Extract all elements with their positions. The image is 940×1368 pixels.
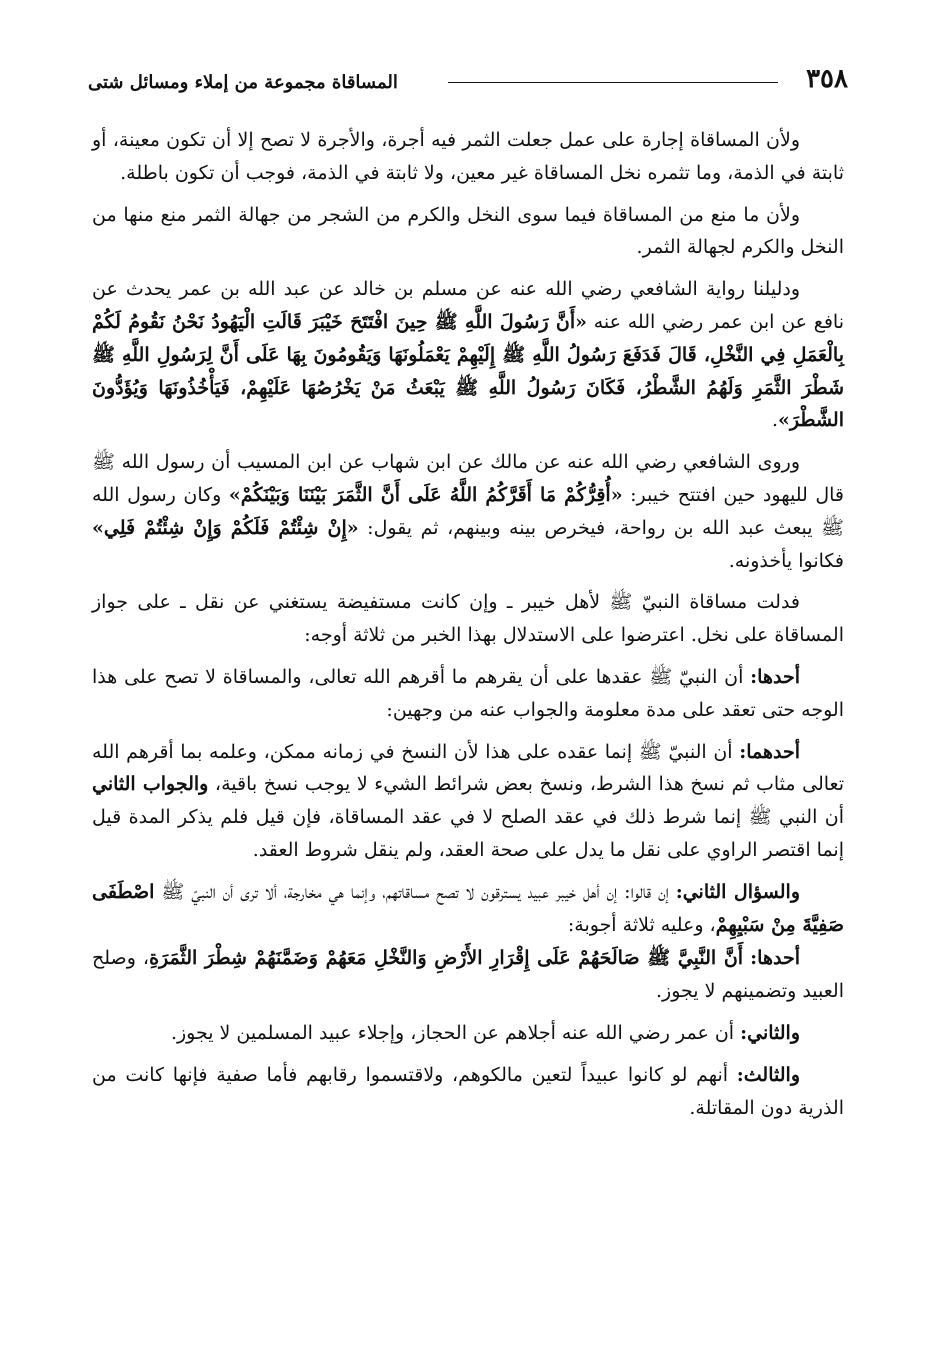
hadith-quote: «أُقِرُّكُمْ مَا أَقَرَّكُمُ اللَّهُ عَلَى أَنَّ الثَّمَرَ بَيْنَنَا وَبَيْنَكُمْ» [228, 483, 623, 506]
paragraph-text: ولأن ما منع من المساقاة فيما سوى النخل والكرم من الشجر من جهالة الثمر منع منها من النخل والكرم لجهالة الثمر. [92, 203, 844, 259]
paragraph-lead: أحدهما: [739, 740, 800, 763]
paragraph-text-end: فكانوا يأخذونه. [728, 549, 844, 572]
paragraph-8 [92, 876, 844, 942]
hadith-quote: «أَنَّ رَسُولَ اللَّهِ ﷺ حِينَ افْتَتَحَ خَيْبَرَ قَالَتِ الْيَهُودُ نَحْنُ نَقُومُ لَكُمْ بِالْعَمَلِ فِي النَّخْلِ، قَالَ فَدَفَعَ رَسُولُ اللَّهِ ﷺ إِلَيْهِمْ يَعْمَلُونَهَا وَيَقُومُونَ بِهَا عَلَى أَنَّ لِرَسُولِ اللَّهِ ﷺ شَطْرَ الثَّمَرِ وَلَهُمُ الشَّطْرُ، فَكَانَ رَسُولُ اللَّهِ ﷺ يَبْعَثُ مَنْ يَخْرُصُهَا عَلَيْهِمْ، فَيَأْخُذُونَهَا وَيُؤَدُّونَ الشَّطْرَ» [92, 310, 844, 432]
hadith-quote: اصْطَفَى صَفِيَّةَ مِنْ سَبْيِهِمْ [92, 880, 844, 936]
paragraph-text: ودليلنا رواية الشافعي رضي الله عنه عن مسلم بن خالد عن عبد الله بن عمر يحدث عن نافع عن ابن عمر رضي الله عنه [92, 278, 844, 333]
hadith-quote-2: «إِنْ شِئْتُمْ فَلَكُمْ وَإِنْ شِئْتُمْ فَلِي» [92, 516, 359, 539]
paragraph-text: فدلت مساقاة النبيّ ﷺ لأهل خيبر ـ وإن كانت مستفيضة يستغني عن نقل ـ على جواز المساقاة على نخل. اعترضوا على الاستدلال بهذا الخبر من ثلاثة أوجه: [92, 591, 844, 647]
paragraph-3 [92, 273, 844, 437]
paragraph-text: أن النبيّ ﷺ إنما عقده على هذا لأن النسخ في زمانه ممكن، وعلمه بما أقرهم الله تعالى مثاب ثم نسخ هذا الشرط، ونسخ بعض شرائط الشيء لا يوجب نسخ باقية، [92, 740, 844, 796]
paragraph-1 [92, 124, 844, 190]
paragraph-lead: والسؤال الثاني: [675, 880, 800, 903]
paragraph-text-end: ، وصلح العبيد وتضمينهم لا يجوز. [92, 947, 844, 1003]
hadith-quote: أَنَّ النَّبِيَّ ﷺ صَالَحَهُمْ عَلَى إِقْرَارِ الأَرْضِ وَالنَّخْلِ مَعَهُمْ وَضَمَّنَهُمْ شِطْرَ الثَّمَرَةِ [149, 947, 744, 970]
paragraph-lead: أحدها: [750, 947, 800, 970]
paragraph-9 [92, 942, 844, 1008]
paragraph-text: أن النبيّ ﷺ عقدها على أن يقرهم ما أقرهم الله تعالى، والمساقاة لا تصح على هذا الوجه حتى تعقد على مدة معلومة والجواب عنه من وجهين: [92, 665, 844, 721]
running-header [88, 62, 848, 102]
paragraph-2 [92, 199, 844, 265]
paragraph-lead: أحدها: [750, 665, 800, 688]
paragraph-text: أن عمر رضي الله عنه أجلاهم عن الحجاز، وإجلاء عبيد المسلمين لا يجوز. [170, 1021, 741, 1044]
paragraph-text: ولأن المساقاة إجارة على عمل جعلت الثمر فيه أجرة، والأجرة لا تصح إلا أن تكون معينة، أو ثابتة في الذمة، وما تثمره نخل المساقاة غير معين، ولا ثابتة في الذمة، فوجب أن تكون باطلة. [92, 129, 844, 184]
paragraph-text: وروى الشافعي رضي الله عنه عن مالك عن ابن شهاب عن ابن المسيب أن رسول الله ﷺ قال لليهود حين افتتح خيبر: [92, 451, 845, 506]
paragraph-text-2: أن النبي ﷺ إنما شرط ذلك في عقد الصلح لا في عقد المساقاة، فإن قيل فلم يذكر المدة قيل إنما اقتصر الراوي على نقل ما يدل على صحة العقد، ولم ينقل شروط العقد. [92, 806, 844, 861]
paragraph-lead: والثاني: [740, 1021, 800, 1044]
page-number: ٣٥٨ [806, 64, 848, 94]
paragraph-text: أنهم لو كانوا عبيداً لتعين مالكوهم، ولاقتسموا رقابهم فأما صفية فإنها كانت من الذرية دون المقاتلة. [92, 1063, 844, 1119]
running-title: المساقاة مجموعة من إملاء ومسائل شتى [88, 72, 398, 93]
paragraph-lead-2: والجواب الثاني [92, 773, 209, 796]
paragraph-lead: والثالث: [736, 1063, 800, 1086]
paragraph-6 [92, 661, 844, 727]
paragraph-text-end: ، وعليه ثلاثة أجوبة: [567, 913, 716, 936]
paragraph-11 [92, 1059, 844, 1125]
paragraph-text-end: . [771, 409, 779, 432]
paragraph-5 [92, 586, 844, 652]
header-rule [448, 82, 778, 83]
main-text [92, 124, 844, 1133]
paragraph-7 [92, 736, 844, 867]
paragraph-text-middle: وكان رسول الله ﷺ يبعث عبد الله بن رواحة، فيخرص بينه وبينهم، ثم يقول: [92, 483, 845, 539]
paragraph-4 [92, 446, 844, 577]
paragraph-10 [92, 1017, 844, 1050]
paragraph-text: إن قالوا: إن أهل خيبر عبيد يسترقون لا تصح مساقاتهم، وإنما هي مخارجة، ألا ترى أن النبيّ ﷺ [154, 880, 676, 903]
